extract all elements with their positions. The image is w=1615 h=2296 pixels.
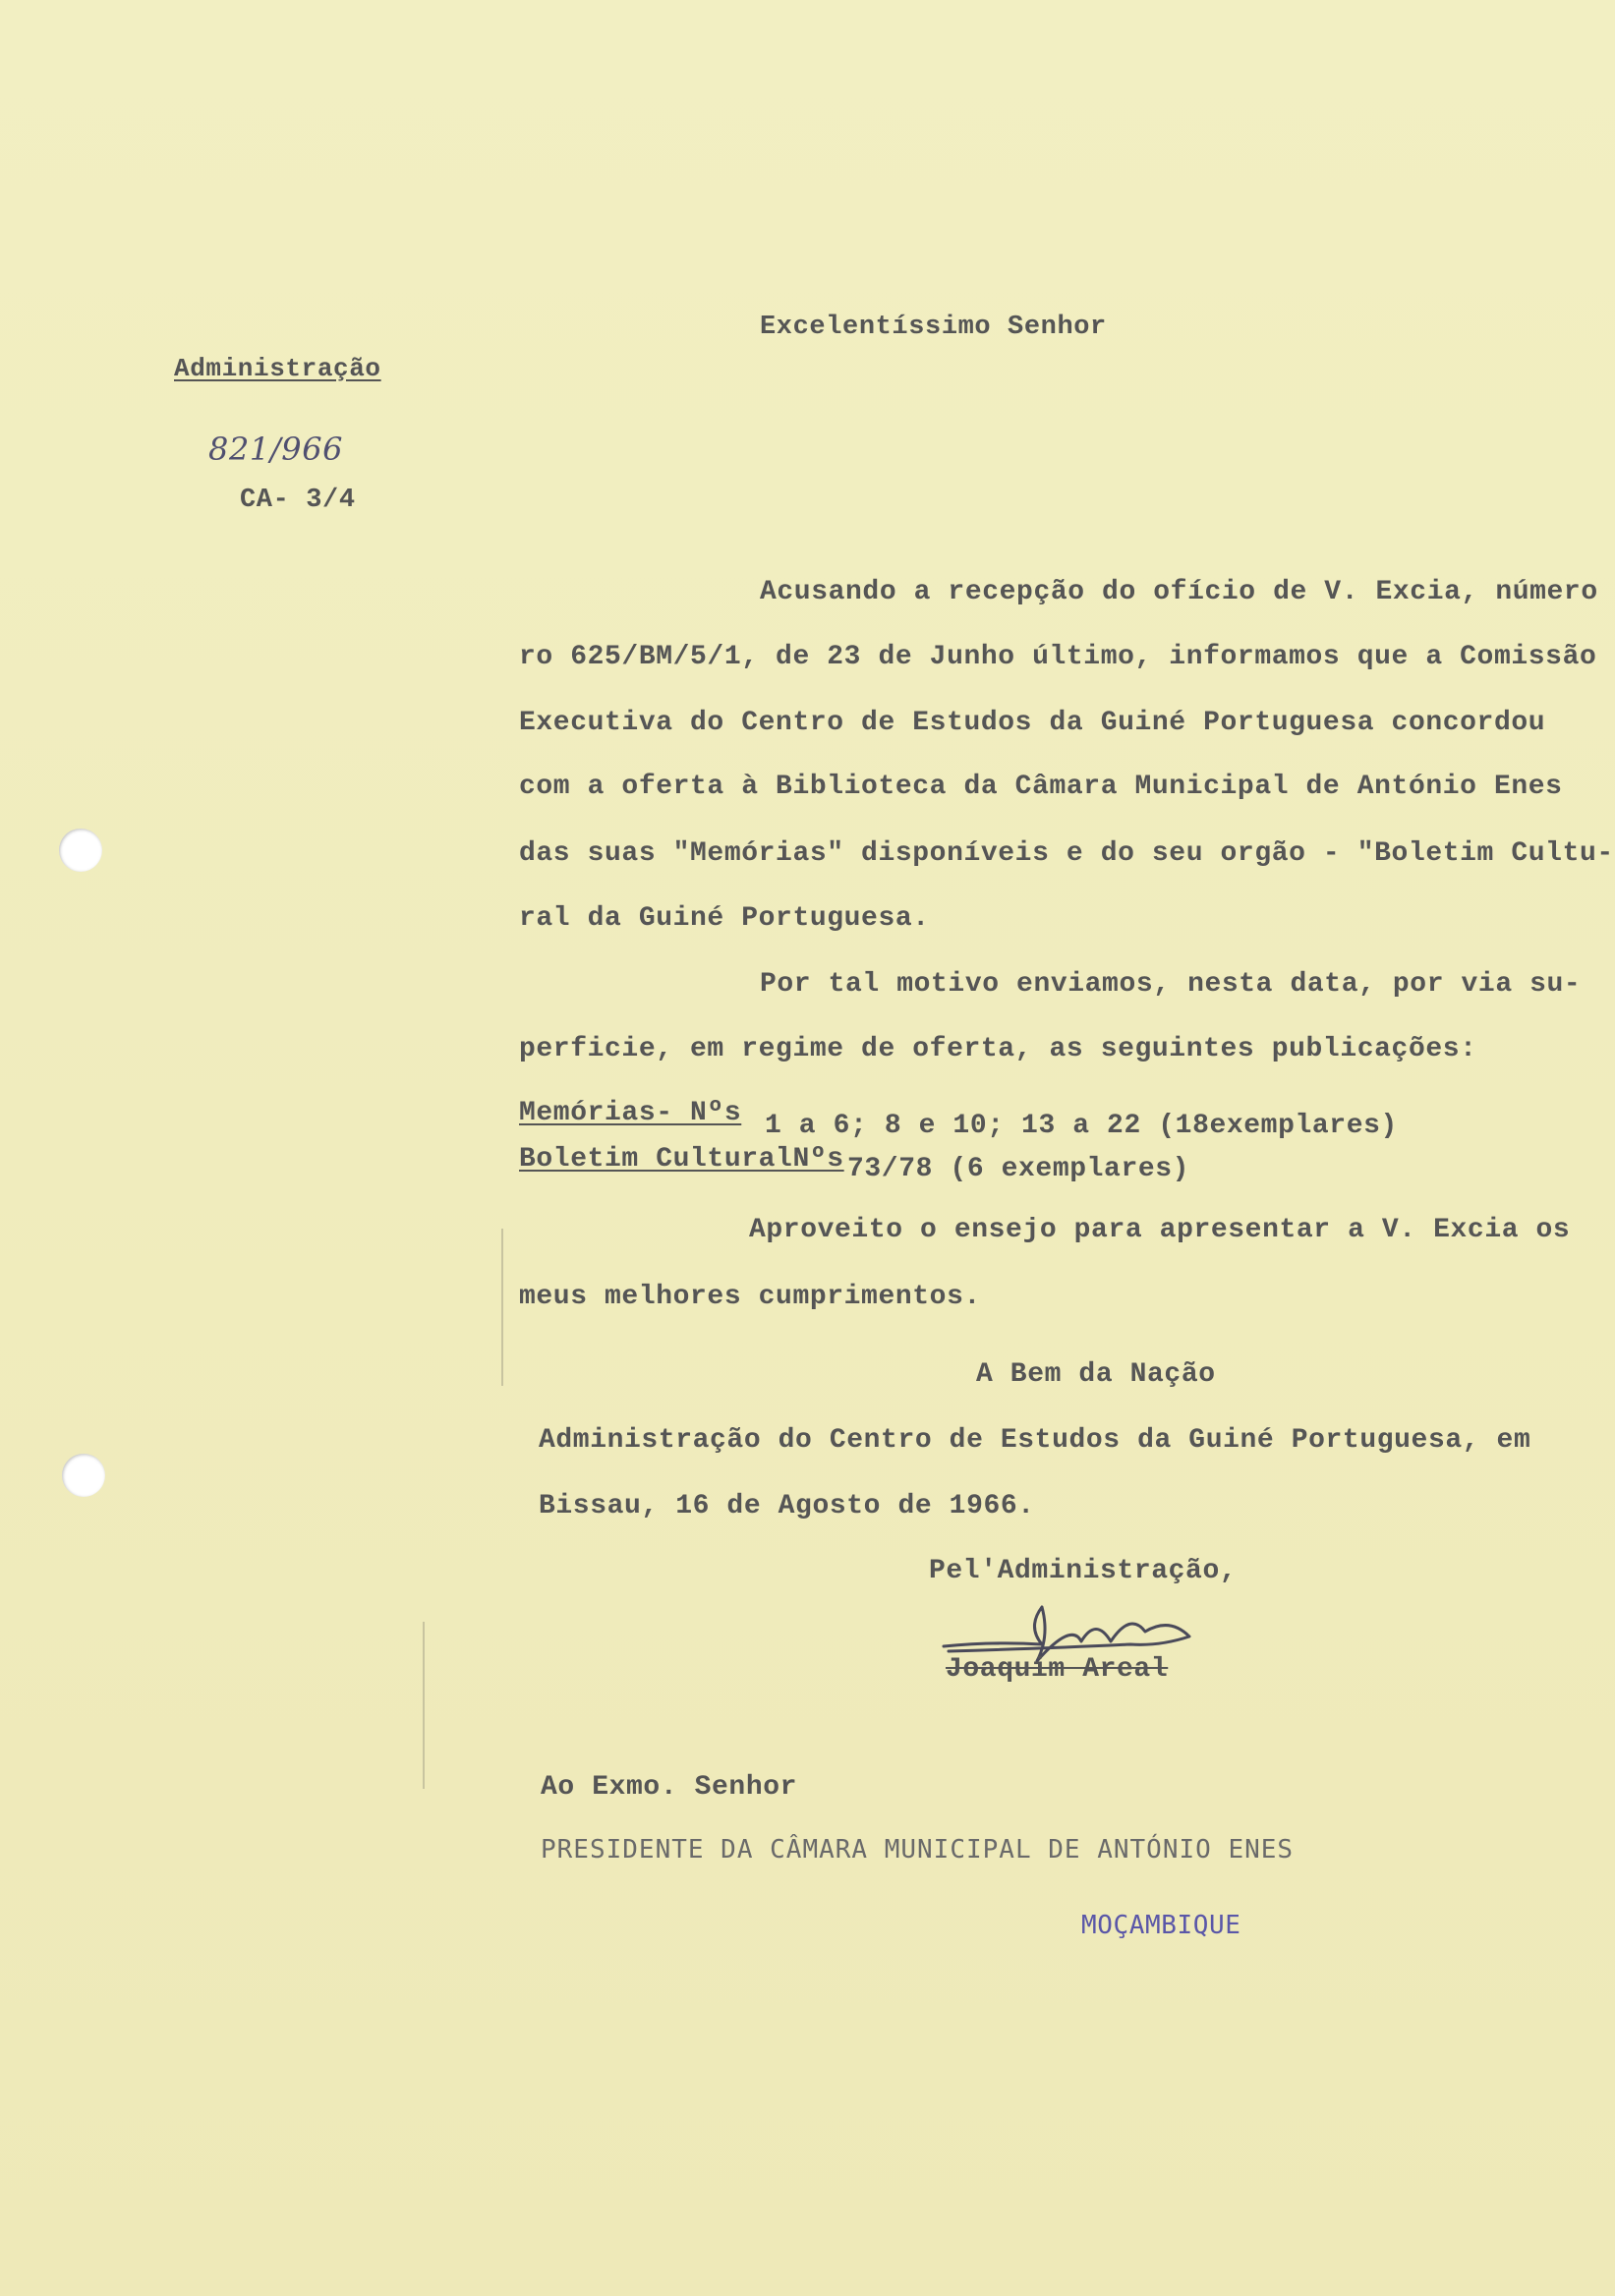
body-line: Aproveito o ensejo para apresentar a V. Excia os: [749, 1215, 1571, 1245]
punch-hole-bottom: [62, 1454, 105, 1497]
closing-date: Bissau, 16 de Agosto de 1966.: [539, 1491, 1035, 1521]
body-line: Por tal motivo enviamos, nesta data, por via su-: [760, 969, 1582, 1000]
body-line: ral da Guiné Portuguesa.: [519, 903, 930, 934]
closing-motto: A Bem da Nação: [976, 1359, 1216, 1390]
publication-name: Memórias- Nºs: [519, 1098, 742, 1128]
closing-location: Administração do Centro de Estudos da Guiné Portuguesa, em: [539, 1425, 1531, 1456]
body-line: Acusando a recepção do ofício de V. Excia, número: [760, 577, 1598, 607]
punch-hole-top: [59, 829, 102, 872]
publication-name: Boletim CulturalNºs: [519, 1144, 844, 1175]
body-line: meus melhores cumprimentos.: [519, 1282, 981, 1312]
body-line: Executiva do Centro de Estudos da Guiné Portuguesa concordou: [519, 708, 1546, 738]
signed-by: Pel'Administração,: [929, 1556, 1238, 1586]
margin-fold-mark-lower: [423, 1622, 425, 1789]
department-heading: Administração: [174, 354, 381, 383]
reference-code: CA- 3/4: [240, 486, 356, 515]
body-line: ro 625/BM/5/1, de 23 de Junho último, informamos que a Comissão: [519, 642, 1597, 672]
recipient-country: MOÇAMBIQUE: [1081, 1911, 1241, 1940]
body-line: perficie, em regime de oferta, as seguintes publicações:: [519, 1034, 1477, 1064]
body-line: com a oferta à Biblioteca da Câmara Municipal de António Enes: [519, 772, 1563, 802]
signer-name: Joaquim Areal: [946, 1654, 1169, 1685]
body-line: das suas "Memórias" disponíveis e do seu orgão - "Boletim Cultu-: [519, 838, 1614, 869]
publication-detail: 1 a 6; 8 e 10; 13 a 22 (18exemplares): [765, 1111, 1398, 1141]
reference-number: 821/966: [208, 430, 344, 468]
margin-fold-mark: [501, 1229, 503, 1386]
recipient-greeting: Ao Exmo. Senhor: [541, 1772, 798, 1803]
salutation: Excelentíssimo Senhor: [760, 313, 1107, 342]
recipient-title: PRESIDENTE DA CÂMARA MUNICIPAL DE ANTÓNIO ENES: [541, 1835, 1295, 1865]
publication-detail: 73/78 (6 exemplares): [847, 1154, 1190, 1184]
